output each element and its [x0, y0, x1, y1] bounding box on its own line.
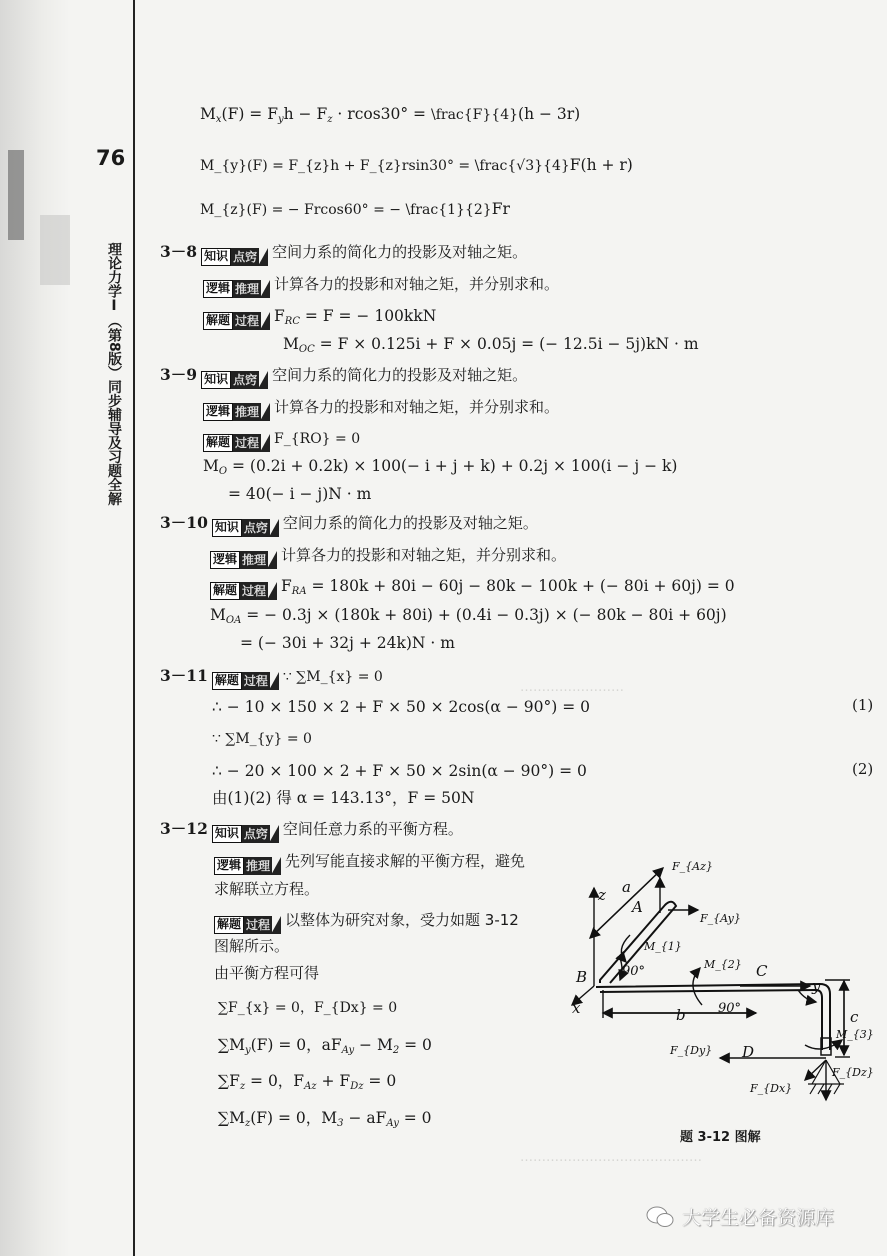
formula-line: $\sum M_z(F) = 0$，$M_3 - aF_{Ay} = 0$	[218, 1109, 432, 1129]
problem-3-10-knowledge	[160, 512, 538, 537]
knowledge-badge	[201, 371, 268, 389]
badge-left: 解题	[214, 916, 244, 934]
knowledge-badge	[212, 825, 279, 843]
solution-text: 以整体为研究对象，受力如题 3-12	[285, 911, 519, 929]
badge-triangle	[260, 312, 270, 330]
formula-my-lhs: M_{y}(F) = F_{z}h + F_{z}rsin30° =	[200, 158, 475, 174]
bleed-through: ……………………………………	[520, 1150, 702, 1165]
badge-left: 知识	[201, 371, 231, 389]
figure-caption: 题 3-12 图解	[680, 1130, 761, 1145]
badge-right: 过程	[235, 314, 260, 328]
label-angle2: 90°	[718, 1001, 742, 1016]
equation-number: (2)	[852, 760, 874, 778]
label-a-dim: a	[622, 878, 631, 896]
problem-number: 3－11	[160, 666, 208, 685]
badge-right: 点窍	[233, 373, 258, 387]
problem-3-10-solution	[210, 575, 735, 600]
formula-line: $\sum F_z = 0$，$F_{Az} + F_{Dz} = 0$	[218, 1072, 397, 1092]
bleed-through: ……………………	[520, 680, 624, 695]
badge-left: 解题	[212, 672, 242, 690]
problem-3-8-solution	[203, 305, 436, 330]
badge-left: 逻辑	[214, 857, 244, 875]
formula-line: 由(1)(2) 得 α = 143.13°，F = 50N	[212, 789, 475, 807]
label-angle1: 90°	[622, 964, 646, 979]
formula-mz	[200, 198, 510, 221]
label-a: A	[632, 898, 643, 916]
label-d-point: D	[742, 1043, 755, 1061]
problem-3-9-logic	[203, 396, 559, 421]
problem-3-10-logic	[210, 544, 566, 569]
label-fdy: F_{Dy}	[670, 1044, 713, 1057]
badge-triangle	[258, 371, 268, 389]
problem-3-11-solution	[160, 665, 383, 690]
solution-badge	[212, 672, 279, 690]
knowledge-text: 空间力系的简化力的投影及对轴之矩。	[272, 366, 528, 384]
logic-badge	[210, 551, 277, 569]
formula-line: ∑F_{x} = 0，F_{Dx} = 0	[218, 1000, 398, 1016]
badge-left: 解题	[203, 312, 233, 330]
watermark	[646, 1203, 834, 1230]
solution-badge	[203, 434, 270, 452]
formula-mz-lhs: M_{z}(F) = − Frcos60° = −	[200, 202, 406, 218]
formula-line: ∴ − 10 × 150 × 2 + F × 50 × 2cos(α − 90°) = 0	[212, 698, 590, 716]
formula-line: ∴ − 20 × 100 × 2 + F × 50 × 2sin(α − 90°) = 0	[212, 762, 587, 780]
badge-right: 过程	[235, 436, 260, 450]
problem-3-8-logic	[203, 273, 559, 298]
solution-badge	[203, 312, 270, 330]
formula-line: $M_{OA}$ = − 0.3j × (180k + 80i) + (0.4i − 0.3j) × (− 80k − 80i + 60j)	[210, 606, 727, 626]
solution-formula: ∵ ∑M_{x} = 0	[282, 669, 383, 685]
badge-triangle	[260, 280, 270, 298]
badge-left: 知识	[201, 248, 231, 266]
label-m1: M_{1}	[644, 940, 682, 953]
badge-right: 点窍	[233, 250, 258, 264]
formula-line: ∵ ∑M_{y} = 0	[212, 731, 312, 747]
equation-number: (1)	[852, 696, 874, 714]
badge-left: 逻辑	[203, 403, 233, 421]
badge-triangle	[269, 672, 279, 690]
badge-left: 解题	[210, 582, 240, 600]
badge-triangle	[271, 916, 281, 934]
badge-left: 逻辑	[203, 280, 233, 298]
scan-edge-mark	[40, 215, 70, 285]
problem-number: 3－9	[160, 365, 198, 384]
label-fdx: F_{Dx}	[750, 1082, 793, 1095]
label-fay: F_{Ay}	[700, 912, 741, 925]
badge-triangle	[269, 519, 279, 537]
problem-3-8-knowledge	[160, 241, 527, 266]
logic-badge	[214, 857, 281, 875]
knowledge-badge	[212, 519, 279, 537]
solution-badge	[210, 582, 277, 600]
formula-line: $M_O = (0.2i + 0.2k) \times 100(- i + j + k) + 0.2j \times 100(i - j - k)$	[203, 457, 678, 477]
badge-triangle	[267, 582, 277, 600]
badge-right: 推理	[242, 553, 267, 567]
badge-left: 逻辑	[210, 551, 240, 569]
formula-my-fraction: \frac{√3}{4}	[474, 158, 570, 174]
solution-text-cont: 图解所示。	[214, 937, 290, 955]
logic-text: 计算各力的投影和对轴之矩，并分别求和。	[274, 398, 560, 416]
label-fdz: F_{Dz}	[832, 1066, 874, 1079]
rod-bc	[596, 984, 830, 1050]
knowledge-text: 空间力系的简化力的投影及对轴之矩。	[272, 243, 528, 261]
figure-3-12	[560, 850, 880, 1120]
scan-edge-mark	[8, 150, 24, 240]
badge-triangle	[258, 248, 268, 266]
logic-badge	[203, 280, 270, 298]
problem-number: 3－10	[160, 513, 208, 532]
problem-3-9-solution	[203, 427, 360, 452]
badge-triangle	[269, 825, 279, 843]
logic-text: 先列写能直接求解的平衡方程，避免	[285, 852, 526, 870]
badge-left: 知识	[212, 825, 242, 843]
badge-triangle	[260, 403, 270, 421]
badge-triangle	[260, 434, 270, 452]
logic-badge	[203, 403, 270, 421]
book-title: 理论力学Ⅰ（第8版）同步辅导及习题全解	[106, 242, 122, 506]
watermark-text: 大学生必备资源库	[682, 1207, 835, 1229]
formula-my-rhs: F(h + r)	[569, 156, 633, 174]
badge-left: 知识	[212, 519, 242, 537]
badge-right: 推理	[235, 405, 260, 419]
badge-right: 推理	[235, 282, 260, 296]
formula-mz-fraction: \frac{1}{2}	[405, 202, 492, 218]
margin-rule	[133, 0, 135, 1256]
wechat-icon	[646, 1205, 676, 1229]
formula-line: $\sum M_y(F) = 0$，$aF_{Ay} - M_2 = 0$	[218, 1036, 432, 1056]
solution-formula: $F_{RA} = 180k + 80i - 60j - 80k - 100k$ + (− 80i + 60j) = 0	[281, 577, 735, 597]
formula-mx	[200, 103, 580, 126]
label-b-dim: b	[676, 1006, 686, 1024]
badge-right: 过程	[246, 918, 271, 932]
label-m2: M_{2}	[704, 958, 742, 971]
problem-number: 3－8	[160, 242, 198, 261]
badge-triangle	[267, 551, 277, 569]
label-b-point: B	[576, 968, 588, 986]
formula-line: = 40(− i − j)N · m	[228, 485, 372, 503]
text-line: 由平衡方程可得	[214, 964, 320, 982]
label-c-dim: c	[850, 1008, 859, 1026]
badge-right: 过程	[242, 584, 267, 598]
knowledge-text: 空间任意力系的平衡方程。	[282, 820, 463, 838]
moment-m3	[805, 1040, 842, 1049]
formula-mx-fraction: \frac{F}{4}	[430, 107, 519, 123]
label-c-point: C	[756, 962, 768, 980]
formula-mz-rhs: Fr	[491, 200, 510, 218]
badge-left: 解题	[203, 434, 233, 452]
problem-3-12-solution	[214, 909, 519, 934]
formula-line: $M_{OC} = F \times 0.125i + F \times 0.05j$ = (− 12.5i − 5j)kN · m	[283, 335, 699, 355]
problem-number: 3－12	[160, 819, 208, 838]
problem-3-9-knowledge	[160, 364, 527, 389]
logic-text: 计算各力的投影和对轴之矩，并分别求和。	[281, 546, 567, 564]
problem-3-12-knowledge	[160, 818, 463, 843]
page-number: 76	[96, 146, 126, 170]
badge-right: 点窍	[243, 521, 268, 535]
solution-formula: F_{RO} = 0	[274, 431, 361, 447]
label-faz: F_{Az}	[672, 860, 713, 873]
knowledge-badge	[201, 248, 268, 266]
solution-formula: $F_{RC} = F$ = − 100kkN	[274, 307, 437, 327]
logic-text-cont: 求解联立方程。	[214, 880, 320, 898]
moment-m1	[621, 935, 630, 962]
rod-bc-inner	[600, 990, 822, 1050]
knowledge-text: 空间力系的简化力的投影及对轴之矩。	[282, 514, 538, 532]
formula-line: = (− 30i + 32j + 24k)N · m	[240, 634, 455, 652]
formula-my	[200, 154, 633, 177]
badge-right: 推理	[246, 859, 271, 873]
badge-triangle	[271, 857, 281, 875]
label-z: z	[598, 886, 606, 904]
badge-right: 点窍	[243, 827, 268, 841]
label-y: y	[812, 977, 821, 995]
formula-mx-lhs: $M_x(F) = F_yh - F_z \cdot rcos30^\circ$ =	[200, 105, 431, 125]
solution-badge	[214, 916, 281, 934]
formula-mx-rhs: (h − 3r)	[518, 105, 581, 123]
badge-right: 过程	[243, 674, 268, 688]
problem-3-12-logic	[214, 850, 525, 875]
label-x: x	[572, 999, 581, 1017]
logic-text: 计算各力的投影和对轴之矩，并分别求和。	[274, 275, 560, 293]
label-m3: M_{3}	[836, 1028, 874, 1041]
